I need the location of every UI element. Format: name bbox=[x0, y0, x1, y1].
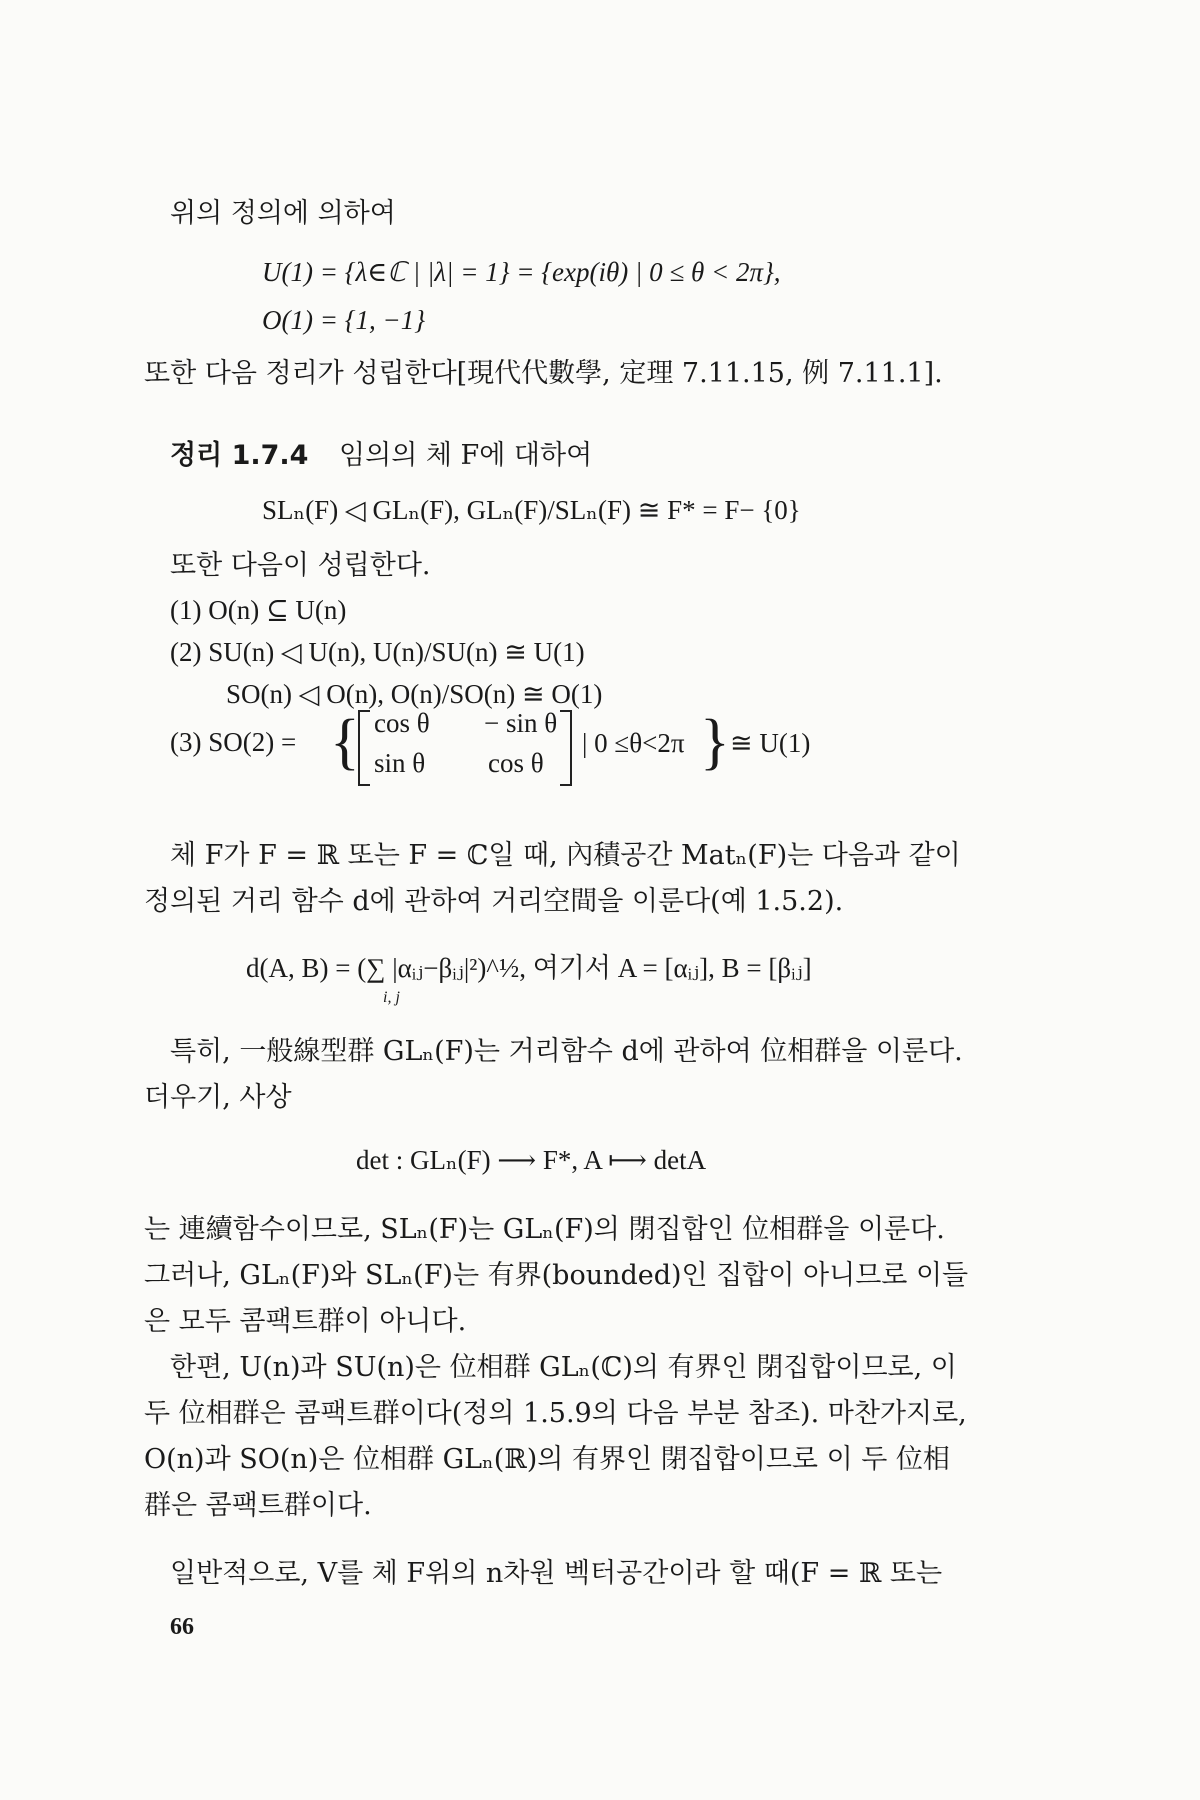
text-line: 는 連續함수이므로, SLₙ(F)는 GLₙ(F)의 閉집합인 位相群을 이룬다. bbox=[144, 1214, 945, 1245]
text-line: 또한 다음 정리가 성립한다[現代代數學, 定理 7.11.15, 例 7.11.1]. bbox=[144, 358, 943, 389]
text-line: 또한 다음이 성립한다. bbox=[170, 550, 431, 581]
text-line: 한편, U(n)과 SU(n)은 位相群 GLₙ(ℂ)의 有界인 閉집합이므로, 이 bbox=[170, 1352, 957, 1383]
matrix-m22: cos θ bbox=[488, 748, 544, 778]
theorem-label: 정리 1.7.4 bbox=[170, 440, 309, 471]
left-brace: { bbox=[330, 708, 360, 776]
item-2b: SO(n) ◁ O(n), O(n)/SO(n) ≅ O(1) bbox=[226, 679, 603, 709]
text-line: 두 位相群은 콤팩트群이다(정의 1.5.9의 다음 부분 참조). 마찬가지로, bbox=[144, 1398, 967, 1429]
text-line: 群은 콤팩트群이다. bbox=[144, 1490, 372, 1521]
equation-o1: O(1) = {1, −1} bbox=[262, 305, 426, 335]
matrix-m21: sin θ bbox=[374, 748, 426, 778]
equation-distance: d(A, B) = (∑ |αᵢⱼ−βᵢⱼ|²)^½, 여기서 A = [αᵢⱼ], B = [βᵢⱼ] bbox=[246, 953, 812, 983]
matrix-m11: cos θ bbox=[374, 708, 430, 738]
theorem-heading bbox=[170, 438, 592, 474]
item-2: (2) SU(n) ◁ U(n), U(n)/SU(n) ≅ U(1) bbox=[170, 637, 585, 667]
text-line: 일반적으로, V를 체 F위의 n차원 벡터공간이라 할 때(F = ℝ 또는 bbox=[170, 1558, 943, 1589]
matrix-bracket-right bbox=[560, 710, 572, 786]
text-line: 정의된 거리 함수 d에 관하여 거리空間을 이룬다(예 1.5.2). bbox=[144, 886, 844, 917]
item-3-end: ≅ U(1) bbox=[730, 728, 811, 758]
item-1: (1) O(n) ⊆ U(n) bbox=[170, 595, 347, 625]
item-3-condition: | 0 ≤θ<2π bbox=[582, 728, 685, 758]
text-line: O(n)과 SO(n)은 位相群 GLₙ(ℝ)의 有界인 閉집합이므로 이 두 位相 bbox=[144, 1444, 950, 1475]
theorem-text: 임의의 체 F에 대하여 bbox=[339, 440, 593, 471]
text-line: 위의 정의에 의하여 bbox=[170, 198, 396, 229]
right-brace: } bbox=[700, 708, 730, 776]
equation-sum-index: i, j bbox=[383, 989, 400, 1006]
item-3-prefix: (3) SO(2) = bbox=[170, 727, 297, 757]
matrix-m12: − sin θ bbox=[484, 708, 558, 738]
page-number: 66 bbox=[170, 1614, 194, 1640]
equation-det: det : GLₙ(F) ⟶ F*, A ⟼ detA bbox=[356, 1145, 707, 1175]
text-line: 은 모두 콤팩트群이 아니다. bbox=[144, 1306, 467, 1337]
text-line: 특히, 一般線型群 GLₙ(F)는 거리함수 d에 관하여 位相群을 이룬다. bbox=[170, 1036, 963, 1067]
text-line: 더우기, 사상 bbox=[144, 1082, 292, 1113]
text-line: 체 F가 F = ℝ 또는 F = ℂ일 때, 內積공간 Matₙ(F)는 다음과 같이 bbox=[170, 840, 961, 871]
text-line: 그러나, GLₙ(F)와 SLₙ(F)는 有界(bounded)인 집합이 아니므로 이들 bbox=[144, 1260, 969, 1291]
equation-sl-gl: SLₙ(F) ◁ GLₙ(F), GLₙ(F)/SLₙ(F) ≅ F* = F− {0} bbox=[262, 495, 801, 525]
matrix-bracket-left bbox=[358, 710, 370, 786]
equation-u1: U(1) = {λ∈ℂ | |λ| = 1} = {exp(iθ) | 0 ≤ θ < 2π}, bbox=[262, 257, 781, 287]
